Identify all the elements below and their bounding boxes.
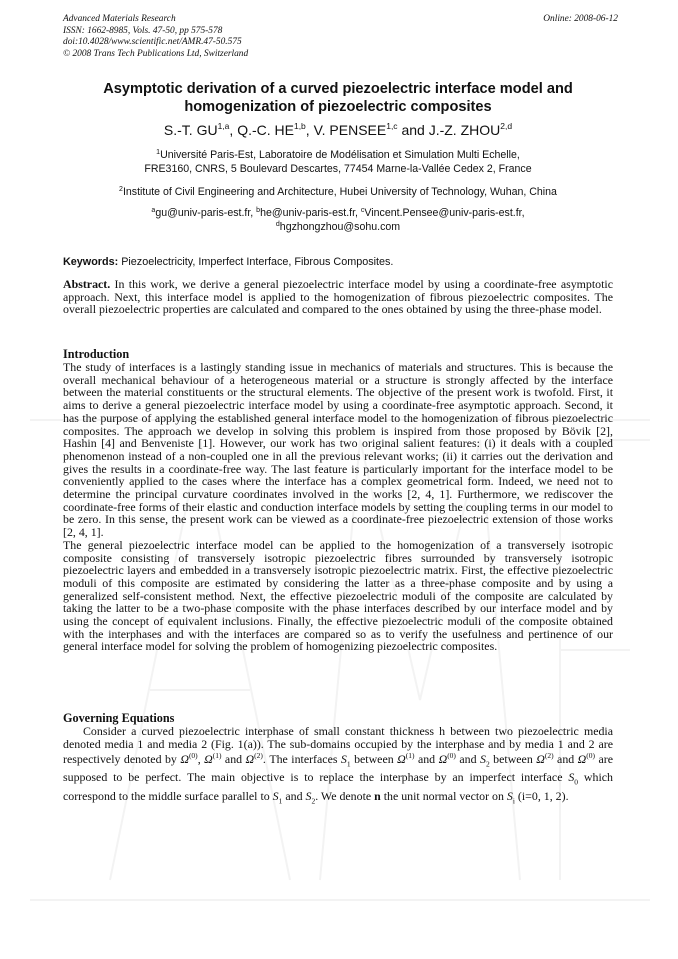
governing-heading: Governing Equations (63, 711, 175, 725)
title-line-2: homogenization of piezoelectric composites (184, 99, 492, 115)
email-b[interactable]: he@univ-paris-est.fr, (260, 207, 361, 219)
body-text: the unit normal vector on (380, 788, 507, 803)
affiliation-2 (63, 185, 613, 199)
keywords-text: Piezoelectricity, Imperfect Interface, Fibrous Composites. (118, 256, 394, 268)
body-text: . The interfaces (262, 752, 341, 767)
body-text: are supposed to be perfect. The main objective is to replace the interphase by an imperfect interface (63, 752, 613, 785)
email-sup: b (256, 207, 261, 214)
abstract (63, 278, 613, 316)
paper-title (63, 80, 613, 116)
author-sep: , (305, 122, 314, 138)
body-text: which correspond to the middle surface parallel to (63, 770, 613, 803)
math-omega-1: $\Omega^{(1)}$ (397, 751, 415, 767)
math-omega-2: $\Omega^{(2)}$ (245, 751, 263, 767)
body-text: and (221, 752, 246, 767)
affil-1-line-1: Université Paris-Est, Laboratoire de Modélisation et Simulation Multi Echelle, (160, 149, 520, 161)
author-affil-sup: 1,a (217, 121, 230, 131)
body-text: and (455, 752, 481, 767)
issn-line: ISSN: 1662-8985, Vols. 47-50, pp 575-578 (63, 25, 223, 36)
copyright-line: © 2008 Trans Tech Publications Ltd, Switzerland (63, 48, 249, 59)
author-affil-sup: 1,b (293, 121, 306, 131)
email-d[interactable]: hgzhongzhou@sohu.com (279, 221, 401, 234)
body-text: and (282, 788, 306, 803)
math-si: $S_i$ (506, 788, 515, 805)
affil-2-text: Institute of Civil Engineering and Architecture, Hubei University of Technology, Wuhan, China (122, 186, 557, 198)
introduction-heading: Introduction (63, 347, 130, 361)
math-omega-0: $\Omega^{(0)}$ (438, 751, 456, 767)
author-affil-sup: 1,c (386, 121, 398, 131)
affil-number: 1 (156, 149, 161, 156)
email-a[interactable]: gu@univ-paris-est.fr, (155, 207, 257, 219)
affil-1-line-2: FRE3160, CNRS, 5 Boulevard Descartes, 77454 Marne-la-Vallée Cedex 2, France (144, 163, 532, 176)
body-text: between (350, 752, 398, 767)
math-normal-vector: n (374, 788, 381, 803)
math-omega-0: $\Omega^{(0)}$ (577, 751, 596, 767)
abstract-text: In this work, we derive a general piezoelectric interface model by using a coordinate-free asymptotic approach. Next, this interface model is applied to the homogenization of fibrous piezoelectric composites. The overall piezoelectric properties are calculated and compared to the ones obtained by using the three-phase model. (63, 277, 613, 317)
body-text: (i=0, 1, 2). (514, 788, 569, 803)
body-text: and (414, 752, 439, 767)
author-name: S.-T. GU (163, 122, 218, 138)
math-s2: $S_2$ (480, 752, 490, 769)
governing-paragraph (63, 725, 613, 808)
email-sup: d (275, 221, 280, 229)
math-s0: $S_0$ (568, 770, 579, 787)
affil-number: 2 (119, 186, 123, 193)
author-affil-sup: 2,d (500, 121, 513, 131)
journal-header (63, 14, 423, 60)
affiliation-1 (63, 148, 613, 177)
abstract-label: Abstract. (63, 277, 111, 291)
author-emails (63, 206, 613, 235)
body-text: . We denote (315, 788, 375, 803)
email-sup: c (360, 207, 365, 214)
author-name: Q.-C. HE (237, 122, 294, 138)
body-text: and (553, 752, 578, 767)
author-sep: and (397, 122, 429, 138)
author-list (63, 121, 613, 139)
email-sup: a (151, 207, 156, 214)
author-name: V. PENSEE (313, 122, 387, 138)
keywords-label: Keywords: (63, 256, 119, 268)
body-text: Consider a curved piezoelectric interphase of small constant thickness h between two piezoelectric media denoted media 1 and media 2 (Fig. 1(a)). The sub-domains occupied by the interphase and by media 1 and 2 are respectively denoted by (63, 724, 613, 767)
introduction-section (63, 348, 613, 653)
title-line-1: Asymptotic derivation of a curved piezoelectric interface model and (103, 81, 573, 97)
author-sep: , (229, 122, 238, 138)
body-text: between (489, 752, 537, 767)
body-text: , (197, 752, 205, 767)
math-s1: $S_1$ (340, 752, 351, 769)
keywords-line (63, 255, 615, 269)
governing-equations-section (63, 712, 613, 808)
math-omega-0: $\Omega^{(0)}$ (180, 751, 198, 767)
math-s1: $S_1$ (272, 788, 283, 805)
math-s2: $S_2$ (305, 788, 316, 805)
author-name: J.-Z. ZHOU (428, 122, 501, 138)
doi-line: doi:10.4028/www.scientific.net/AMR.47-50.575 (63, 37, 242, 48)
email-c[interactable]: Vincent.Pensee@univ-paris-est.fr, (364, 207, 525, 219)
math-omega-2: $\Omega^{(2)}$ (536, 751, 554, 767)
math-omega-1: $\Omega^{(1)}$ (204, 751, 222, 767)
introduction-paragraph-1: The study of interfaces is a lastingly standing issue in mechanics of materials and structures. This is because the overall mechanical behaviour of a heterogeneous material or a structure is strongly affected by the interface between the material constituents or the structural elements. The objective of the present work is twofold. First, it aims to derive a general piezoelectric interface model by using a coordinate-free asymptotic approach. Second, it has the purpose of applying the established general interface model to the homogenization of fibrous piezoelectric composites. The approach we develop in solving this problem is inspired from those proposed by Bövik [2], Hashin [4] and Benveniste [1]. However, our work has two original salient features: (i) it deals with a coupled phenomenon instead of a non-coupled one in all the previous relevant works; (ii) it carries out the derivation and gives the results in a coordinate-free way. The last feature is particularly important for the interface model to be conveniently applied to the cases where the interface has a complex geometrical form. Indeed, we need not to determine the principal curvature coordinates involved in the works [2, 4, 1]. Furthermore, we rediscover the coordinate-free forms of their elastic and conduction interface models by setting the coupling terms in our model to be zero. In this sense, the present work can be viewed as a coordinate-free piezoelectric extension of those works [2, 4, 1]. (63, 360, 613, 540)
journal-name: Advanced Materials Research (63, 14, 176, 24)
introduction-paragraph-2: The general piezoelectric interface model can be applied to the homogenization of a transversely isotropic composite consisting of transversely isotropic piezoelectric fibres surrounded by transversely isotropic piezoelectric layers and embedded in a transversely isotropic piezoelectric matrix. First, the effective piezoelectric moduli of this composite are estimated by considering the latter as a three-phase composite and by using a generalized self-consistent method. Next, the effective piezoelectric moduli of the composite are calculated by taking the latter to be a two-phase composite with the phase interfaces described by our interface model and by using the concept of equivalent inclusions. Finally, the effective piezoelectric moduli of the composite obtained with the interphases and with the interfaces are compared so as to verify the usefulness and pertinence of our general interface model for solving the problem of homogenizing piezoelectric composites. (63, 537, 613, 654)
online-date: Online: 2008-06-12 (543, 14, 618, 24)
